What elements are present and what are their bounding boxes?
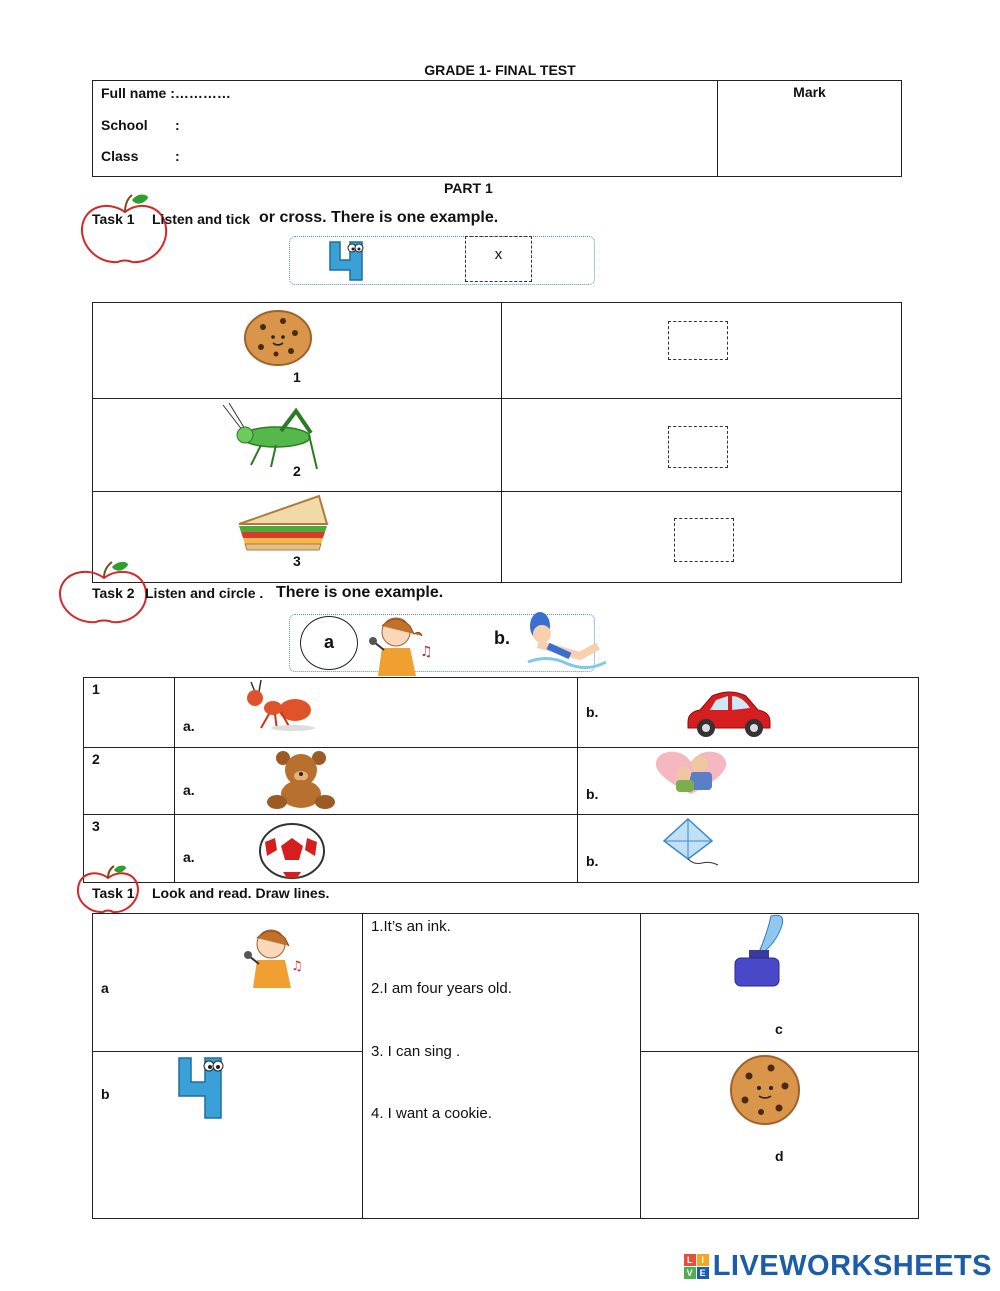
task1-instruction-b: or cross. There is one example. — [259, 209, 499, 226]
sentence-1: 1.It’s an ink. — [371, 918, 451, 935]
page-title: GRADE 1- FINAL TEST — [424, 62, 576, 78]
kite-icon — [658, 817, 728, 871]
mark-cell[interactable] — [718, 81, 902, 177]
task1-table — [92, 302, 902, 583]
school-colon: : — [175, 117, 180, 133]
answer-box[interactable] — [668, 321, 728, 360]
task1-row-1-answer — [502, 303, 902, 399]
option-b: b. — [586, 704, 599, 720]
task1-row-3-image — [93, 492, 502, 583]
header-table — [92, 80, 902, 177]
task2-table — [83, 677, 919, 883]
task1-label: Task 1 — [92, 211, 135, 227]
option-b: b. — [586, 786, 599, 802]
example-circle[interactable] — [300, 616, 358, 670]
singing-girl-icon — [360, 612, 440, 676]
class-label: Class — [101, 148, 139, 164]
football-icon — [257, 822, 327, 880]
sentence-4: 4. I want a cookie. — [371, 1105, 492, 1122]
row-number: 1 — [92, 681, 100, 697]
option-a: a. — [183, 849, 195, 865]
answer-box[interactable] — [668, 426, 728, 468]
task2-row-2-a[interactable] — [175, 748, 578, 815]
match-d-cell[interactable] — [641, 1052, 919, 1219]
logo-badge-icon — [684, 1254, 709, 1279]
row-number: 2 — [293, 463, 301, 479]
task1-instruction: Listen and tick — [152, 211, 251, 227]
student-info-cell — [93, 81, 718, 177]
sentences-cell — [363, 914, 641, 1219]
sentence-2: 2.I am four years old. — [371, 980, 512, 997]
ink-bottle-icon — [731, 914, 791, 990]
teddy-bear-icon — [259, 750, 343, 810]
task3-table — [92, 913, 919, 1219]
svg-text:♫: ♫ — [291, 959, 303, 974]
option-a: a. — [183, 718, 195, 734]
family-hug-icon — [648, 750, 734, 796]
match-a-cell[interactable] — [93, 914, 363, 1052]
answer-box[interactable] — [674, 518, 734, 562]
car-icon — [684, 688, 774, 740]
task1-row-3-answer — [502, 492, 902, 583]
example-a: a — [323, 632, 334, 652]
grasshopper-icon — [221, 403, 321, 473]
swimmer-icon — [518, 606, 608, 676]
sandwich-icon — [235, 494, 331, 552]
cookie-icon — [243, 309, 313, 367]
match-label-a: a — [101, 980, 109, 996]
svg-text:♫: ♫ — [420, 644, 433, 660]
cookie-icon — [727, 1054, 803, 1126]
row-number: 3 — [293, 553, 301, 569]
task2-row-3-b[interactable] — [578, 815, 919, 883]
task2-row-3-a[interactable] — [175, 815, 578, 883]
class-colon: : — [175, 148, 180, 164]
example-answer-box[interactable] — [465, 236, 532, 282]
task1-row-2-image — [93, 399, 502, 492]
option-b: b. — [586, 853, 599, 869]
mark-label: Mark — [793, 84, 826, 100]
task2-label: Task 2 — [92, 585, 135, 601]
number-four-icon — [175, 1054, 229, 1120]
badge-letter: V — [684, 1267, 696, 1279]
badge-letter: L — [684, 1254, 696, 1266]
number-four-icon — [326, 240, 368, 282]
match-label-d: d — [775, 1148, 784, 1164]
match-b-cell[interactable] — [93, 1052, 363, 1219]
fullname-label: Full name :………… — [101, 85, 231, 101]
apple-icon — [78, 192, 172, 270]
task2-instruction: Listen and circle . — [145, 585, 264, 601]
sentence-3: 3. I can sing . — [371, 1043, 461, 1060]
part-label: PART 1 — [444, 180, 493, 196]
badge-letter: E — [697, 1267, 709, 1279]
liveworksheets-logo[interactable] — [684, 1250, 992, 1283]
singing-girl-icon — [241, 924, 305, 990]
badge-letter: I — [697, 1254, 709, 1266]
task2-row-2-num — [84, 748, 175, 815]
option-a: a. — [183, 782, 195, 798]
task1-row-2-answer — [502, 399, 902, 492]
example-b: b. — [494, 628, 510, 648]
ant-icon — [233, 678, 317, 734]
row-number: 2 — [92, 751, 100, 767]
match-label-b: b — [101, 1086, 110, 1102]
task2-row-1-b[interactable] — [578, 678, 919, 748]
task2-row-2-b[interactable] — [578, 748, 919, 815]
example-mark: x — [494, 246, 503, 263]
row-number: 1 — [293, 369, 301, 385]
task3-instruction: Look and read. Draw lines. — [152, 885, 330, 901]
task2-row-1-num — [84, 678, 175, 748]
match-c-cell[interactable] — [641, 914, 919, 1052]
school-label: School — [101, 117, 148, 133]
row-number: 3 — [92, 818, 100, 834]
match-label-c: c — [775, 1021, 783, 1037]
task2-row-1-a[interactable] — [175, 678, 578, 748]
task3-label: Task 1 — [92, 885, 135, 901]
brand-name: LIVEWORKSHEETS — [712, 1250, 992, 1282]
task1-row-1-image — [93, 303, 502, 399]
task2-instruction-b: There is one example. — [276, 584, 444, 601]
